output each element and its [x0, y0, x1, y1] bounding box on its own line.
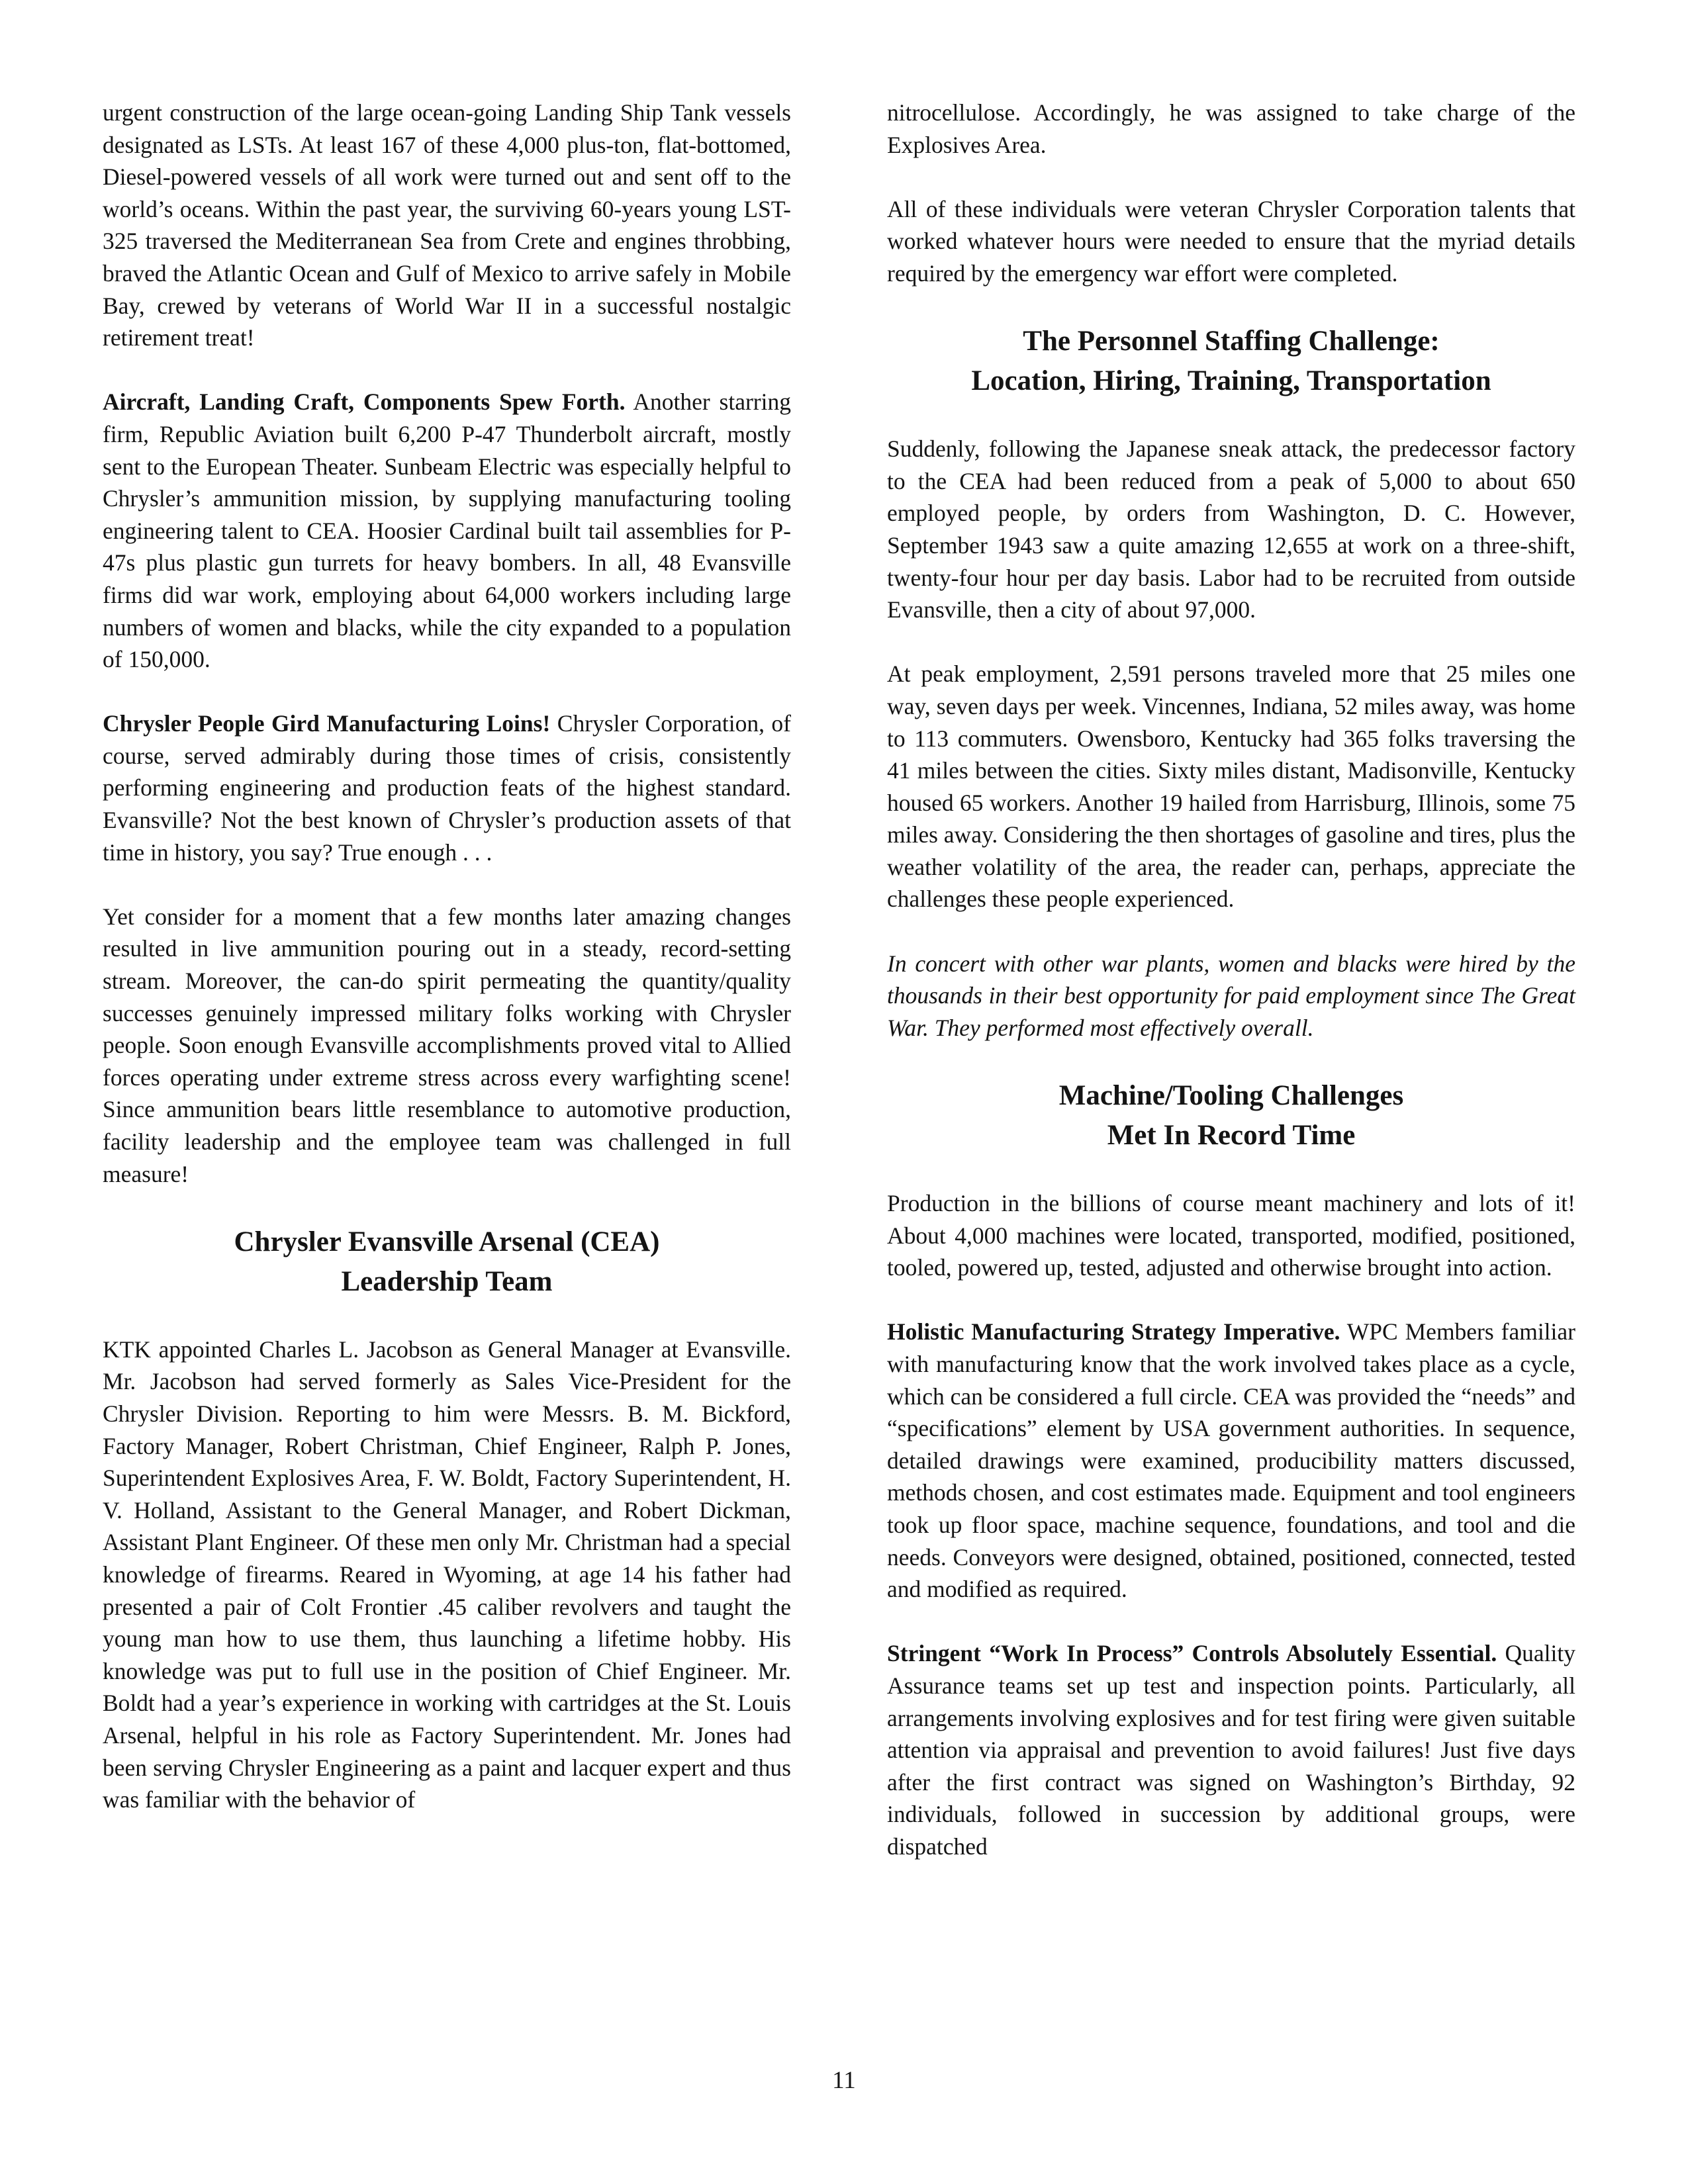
right-column	[887, 97, 1575, 1863]
paragraph-nitrocellulose: nitrocellulose. Accordingly, he was assigned to take charge of the Explosives Area.	[887, 99, 1575, 158]
section-heading-machine-tooling	[887, 1076, 1575, 1156]
paragraph-text: Another starring firm, Republic Aviation built 6,200 P-47 Thunderbolt aircraft, mostly sent to the European Theater. Sunbeam Electric was especially helpful to Chrysler’s ammunition mission, by supplying manufacturing tooling engineering talent to CEA. Hoosier Cardinal built tail assemblies for P-47s plus plastic gun turrets for heavy bombers. In all, 48 Evansville firms did war work, employing about 64,000 workers including large numbers of women and blacks, while the city expanded to a population of 150,000.	[103, 388, 791, 673]
paragraph-women-and-blacks: In concert with other war plants, women and blacks were hired by the thousands in their best opportunity for paid employment since The Great War. They performed most effectively overall.	[887, 950, 1575, 1041]
heading-line: Machine/Tooling Challenges	[1058, 1080, 1404, 1112]
paragraph-text: Chrysler Corporation, of course, served admirably during those times of crisis, consistently performing engineering and production feats of the highest standard. Evansville? Not the best known of Chrysler’s production assets of that time in history, you say? True enough . . .	[103, 710, 792, 866]
paragraph-commuters: At peak employment, 2,591 persons traveled more that 25 miles one way, seven days per week. Vincennes, Indiana, 52 miles away, was home to 113 commuters. Owensboro, Kentucky had 365 folks traversing the 41 miles between the cities. Sixty miles distant, Madisonville, Kentucky housed 65 workers. Another 19 hailed from Harrisburg, Illinois, some 75 miles away. Considering the then shortages of gasoline and tires, plus the weather volatility of the area, the reader can, perhaps, appreciate the challenges these people experienced.	[887, 660, 1575, 913]
paragraph-staffing-numbers: Suddenly, following the Japanese sneak attack, the predecessor factory to the CEA had been reduced from a peak of 5,000 to about 650 employed people, by orders from Washington, D. C. However, September 1943 saw a quite amazing 12,655 at work on a three-shift, twenty-four hour per day basis. Labor had to be recruited from outside Evansville, then a city of about 97,000.	[887, 435, 1575, 623]
paragraph-holistic-strategy	[887, 1316, 1575, 1605]
section-heading-leadership-team	[103, 1222, 791, 1302]
paragraph-lst-vessels: urgent construction of the large ocean-going Landing Ship Tank vessels designated as LSTs. At least 167 of these 4,000 plus-ton, flat-bottomed, Diesel-powered vessels of all work were turned out and sent off to the world’s oceans. Within the past year, the surviving 60-years young LST-325 traversed the Mediterranean Sea from Crete and engines throbbing, braved the Atlantic Ocean and Gulf of Mexico to arrive safely in Mobile Bay, crewed by veterans of World War II in a successful nostalgic retirement treat!	[103, 99, 791, 351]
run-in-heading-aircraft: Aircraft, Landing Craft, Components Spew Forth.	[103, 388, 626, 416]
paragraph-work-in-process	[887, 1637, 1575, 1862]
run-in-heading-holistic: Holistic Manufacturing Strategy Imperative.	[887, 1318, 1340, 1345]
heading-line: The Personnel Staffing Challenge:	[1023, 326, 1440, 357]
paragraph-chrysler-people	[103, 707, 791, 868]
section-heading-personnel-staffing	[887, 322, 1575, 401]
heading-line: Location, Hiring, Training, Transportation	[971, 365, 1491, 397]
paragraph-veteran-talents: All of these individuals were veteran Chrysler Corporation talents that worked whatever hours were needed to ensure that the myriad details required by the emergency war effort were completed.	[887, 195, 1575, 287]
paragraph-ammunition-stream: Yet consider for a moment that a few months later amazing changes resulted in live ammunition pouring out in a steady, record-setting stream. Moreover, the can-do spirit permeating the quantity/quality successes genuinely impressed military folks working with Chrysler people. Soon enough Evansville accomplishments proved vital to Allied forces operating under extreme stress across every warfighting scene! Since ammunition bears little resemblance to automotive production, facility leadership and the employee team was challenged in full measure!	[103, 903, 791, 1187]
left-column	[103, 97, 791, 1816]
paragraph-aircraft-components	[103, 386, 791, 675]
page-number: 11	[832, 2067, 856, 2094]
run-in-heading-chrysler-people: Chrysler People Gird Manufacturing Loins!	[103, 710, 551, 737]
paragraph-text: Quality Assurance teams set up test and inspection points. Particularly, all arrangements involving explosives and for test firing were given suitable attention via appraisal and prevention to avoid failures! Just five days after the first contract was signed on Washington’s Birthday, 92 individuals, followed in succession by additional groups, were dispatched	[887, 1640, 1575, 1860]
heading-line: Met In Record Time	[1107, 1120, 1356, 1152]
paragraph-text: WPC Members familiar with manufacturing know that the work involved takes place as a cycle, which can be considered a full circle. CEA was provided the “needs” and “specifications” element by USA government authorities. In sequence, detailed drawings were examined, producibility matters discussed, methods chosen, and cost estimates made. Equipment and tool engineers took up floor space, machine sequence, foundations, and tool and die needs. Conveyors were designed, obtained, positioned, connected, tested and modified as required.	[887, 1318, 1575, 1603]
heading-line: Chrysler Evansville Arsenal (CEA)	[234, 1226, 660, 1257]
heading-line: Leadership Team	[341, 1265, 553, 1297]
paragraph-machinery: Production in the billions of course meant machinery and lots of it! About 4,000 machines were located, transported, modified, positioned, tooled, powered up, tested, adjusted and otherwise brought into action.	[887, 1190, 1575, 1281]
run-in-heading-work-in-process: Stringent “Work In Process” Controls Absolutely Essential.	[887, 1640, 1497, 1667]
paragraph-leadership: KTK appointed Charles L. Jacobson as General Manager at Evansville. Mr. Jacobson had served formerly as Sales Vice-President for the Chrysler Division. Reporting to him were Messrs. B. M. Bickford, Factory Manager, Robert Christman, Chief Engineer, Ralph P. Jones, Superintendent Explosives Area, F. W. Boldt, Factory Superintendent, H. V. Holland, Assistant to the General Manager, and Robert Dickman, Assistant Plant Engineer. Of these men only Mr. Christman had a special knowledge of firearms. Reared in Wyoming, at age 14 his father had presented a pair of Colt Frontier .45 caliber revolvers and taught the young man how to use them, thus launching a lifetime hobby. His knowledge was put to full use in the position of Chief Engineer. Mr. Boldt had a year’s experience in working with cartridges at the St. Louis Arsenal, helpful in his role as Factory Superintendent. Mr. Jones had been serving Chrysler Engineering as a paint and lacquer expert and thus was familiar with the behavior of	[103, 1336, 791, 1813]
